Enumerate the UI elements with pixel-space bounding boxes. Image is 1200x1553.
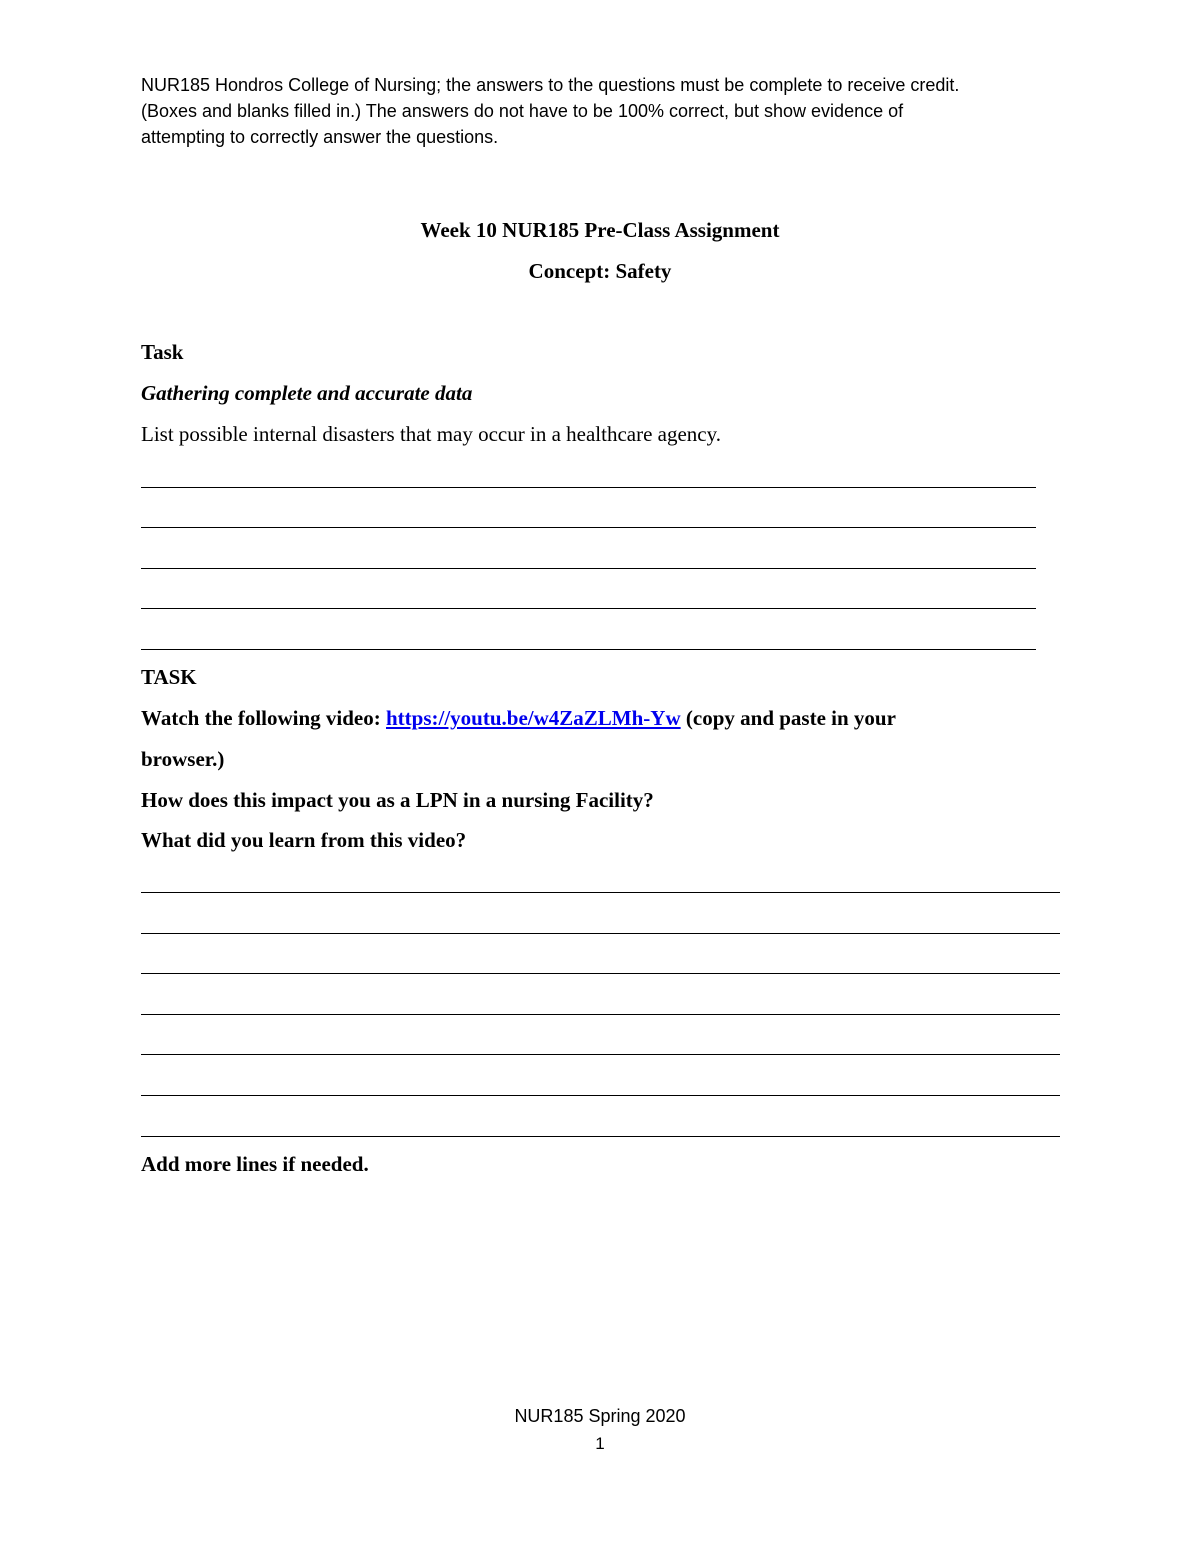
answer-line[interactable] — [141, 1095, 1060, 1096]
instructions-line-3: attempting to correctly answer the questions. — [141, 127, 499, 147]
answer-line[interactable] — [141, 568, 1036, 569]
instructions-line-1: NUR185 Hondros College of Nursing; the answers to the questions must be complete to receive credit. — [141, 75, 960, 95]
answer-line[interactable] — [141, 892, 1060, 893]
watch-video-instruction — [141, 706, 896, 731]
task1-subheading: Gathering complete and accurate data — [141, 381, 473, 405]
answer-line[interactable] — [141, 1136, 1060, 1137]
answer-line[interactable] — [141, 608, 1036, 609]
concept-title: Concept: Safety — [528, 259, 672, 283]
video-link[interactable]: https://youtu.be/w4ZaZLMh-Yw — [386, 706, 681, 730]
assignment-title: Week 10 NUR185 Pre-Class Assignment — [420, 218, 780, 242]
answer-line[interactable] — [141, 1054, 1060, 1055]
page-number: 1 — [595, 1434, 605, 1453]
add-lines-note: Add more lines if needed. — [141, 1152, 369, 1176]
watch-prefix: Watch the following video: — [141, 706, 386, 730]
footer-course-term: NUR185 Spring 2020 — [514, 1406, 686, 1426]
question-impact: How does this impact you as a LPN in a nursing Facility? — [141, 788, 654, 812]
answer-line[interactable] — [141, 527, 1036, 528]
task1-heading: Task — [141, 340, 184, 364]
answer-line[interactable] — [141, 487, 1036, 488]
answer-line[interactable] — [141, 973, 1060, 974]
answer-line[interactable] — [141, 649, 1036, 650]
watch-suffix: (copy and paste in your — [680, 706, 896, 730]
task1-prompt: List possible internal disasters that may occur in a healthcare agency. — [141, 422, 722, 446]
answer-line[interactable] — [141, 933, 1060, 934]
task2-heading: TASK — [141, 665, 197, 689]
instructions-note — [141, 72, 1061, 150]
answer-line[interactable] — [141, 1014, 1060, 1015]
question-learn: What did you learn from this video? — [141, 828, 467, 852]
instructions-line-2: (Boxes and blanks filled in.) The answers do not have to be 100% correct, but show evidence of — [141, 101, 904, 121]
watch-continued: browser.) — [141, 747, 225, 771]
